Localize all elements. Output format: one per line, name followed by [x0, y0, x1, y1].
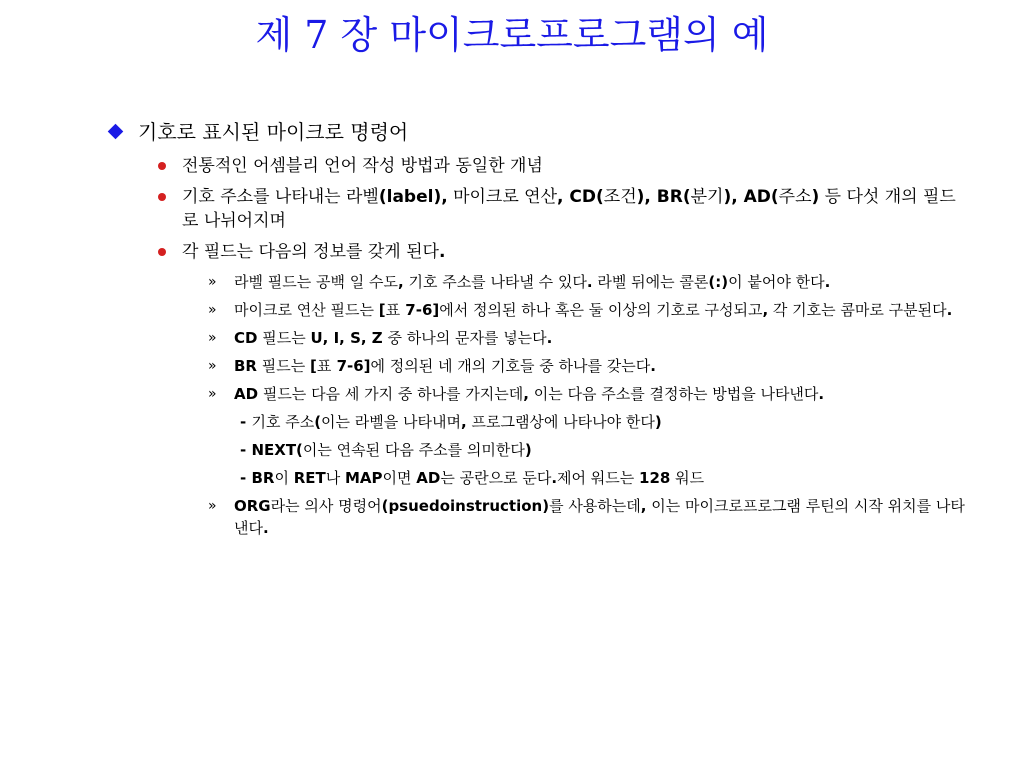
text-run: 이 붙어야 한다	[728, 273, 825, 291]
text-run: 이는 다음 주소를 결정하는 방법을 나타낸다	[528, 385, 819, 403]
text-run: ,	[523, 385, 529, 403]
text-run: 라벨 뒤에는 콜론	[592, 273, 709, 291]
slide-title: 제 7 장 마이크로프로그램의 예	[255, 13, 769, 57]
text-run: ORG	[234, 497, 271, 515]
text-run: BR	[234, 357, 257, 375]
text-run: 조건	[603, 187, 637, 207]
dot-bullet-icon	[158, 248, 166, 256]
text-run: 나	[325, 469, 345, 487]
text-run: U, I, S, Z	[310, 329, 383, 347]
bullet-item	[108, 439, 968, 461]
bullet-text	[240, 413, 662, 431]
text-run: 기호 주소	[251, 413, 315, 431]
text-run: .	[586, 273, 593, 291]
text-run: 를 사용하는데	[549, 497, 641, 515]
chevron-bullet-icon: »	[208, 330, 217, 346]
bullet-text	[182, 242, 445, 262]
text-run: ,	[397, 273, 404, 291]
text-run: 이는 라벨을 나타내며	[321, 413, 461, 431]
text-run: .	[438, 242, 446, 262]
text-run: , CD(	[557, 187, 604, 207]
text-run: 워드	[670, 469, 705, 487]
text-run: 표	[316, 357, 332, 375]
text-run: RET	[293, 469, 326, 487]
chevron-bullet-icon: »	[208, 498, 217, 514]
text-run: 마이크로 연산 필드는	[234, 301, 379, 319]
bullet-item	[108, 495, 968, 539]
text-run: - NEXT(	[240, 441, 303, 459]
text-run: .	[824, 273, 831, 291]
diamond-bullet-icon	[108, 124, 124, 140]
text-run: 이	[274, 469, 294, 487]
text-run: 는 공란으로 둔다	[440, 469, 552, 487]
text-run: )	[811, 187, 820, 207]
text-run: -	[240, 413, 252, 431]
text-run: 기호 주소를 나타낼 수 있다	[403, 273, 587, 291]
bullet-item	[108, 327, 968, 349]
text-run: 주소	[778, 187, 812, 207]
text-run: 중 하나의 문자를 넣는다	[382, 329, 547, 347]
text-run: 7-6]	[331, 357, 371, 375]
text-run: (label),	[378, 187, 448, 207]
text-run: 라벨 필드는 공백 일 수도	[234, 273, 398, 291]
bullet-text	[234, 301, 952, 319]
text-run: 프로그램상에 나타나야 한다	[466, 413, 655, 431]
bullet-text	[234, 357, 656, 375]
slide-body	[108, 118, 968, 545]
text-run: 전통적인 어셈블리 언어 작성 방법과 동일한 개념	[182, 156, 543, 176]
bullet-item	[108, 185, 968, 233]
dot-bullet-icon	[158, 193, 166, 201]
bullet-item	[108, 118, 968, 146]
text-run: 제어 워드는	[557, 469, 640, 487]
text-run: 라는 의사 명령어	[270, 497, 382, 515]
text-run: 이는 연속된 다음 주소를 의미한다	[302, 441, 525, 459]
text-run: AD	[234, 385, 259, 403]
bullet-text	[240, 469, 704, 487]
text-run: 각 필드는 다음의 정보를 갖게 된다	[182, 242, 439, 262]
bullet-text	[234, 273, 830, 291]
bullet-item	[108, 355, 968, 377]
text-run: 분기	[690, 187, 724, 207]
text-run: MAP	[345, 469, 383, 487]
bullet-item	[108, 240, 968, 264]
bullet-text	[234, 329, 552, 347]
text-run: 등 다섯 개의 필드로 나뉘어지며	[182, 187, 956, 231]
text-run: ), AD(	[723, 187, 779, 207]
text-run: .	[551, 469, 558, 487]
text-run: 이면	[382, 469, 417, 487]
bullet-text	[138, 120, 408, 144]
text-run: 128	[639, 469, 671, 487]
text-run: (psuedoinstruction)	[381, 497, 550, 515]
text-run: ,	[762, 301, 769, 319]
bullet-item	[108, 411, 968, 433]
text-run: 에서 정의된 하나 혹은 둘 이상의 기호로 구성되고	[439, 301, 763, 319]
bullet-text	[182, 187, 956, 231]
text-run: ,	[461, 413, 467, 431]
text-run: 마이크로 연산	[447, 187, 558, 207]
text-run: (:)	[708, 273, 729, 291]
text-run: 각 기호는 콤마로 구분된다	[768, 301, 947, 319]
text-run: 이는 마이크로프로그램 루틴의 시작 위치를 나타낸다	[234, 497, 965, 537]
bullet-item	[108, 467, 968, 489]
text-run: ,	[640, 497, 647, 515]
chevron-bullet-icon: »	[208, 302, 217, 318]
text-run: CD	[234, 329, 258, 347]
text-run: 기호로 표시된 마이크로 명령어	[138, 120, 409, 144]
bullet-item	[108, 383, 968, 405]
text-run: 7-6]	[400, 301, 440, 319]
text-run: 에 정의된 네 개의 기호들 중 하나를 갖는다	[370, 357, 651, 375]
text-run: 기호 주소를 나타내는 라벨	[182, 187, 379, 207]
text-run: .	[946, 301, 953, 319]
chevron-bullet-icon: »	[208, 386, 217, 402]
text-run: .	[262, 519, 269, 537]
text-run: .	[546, 329, 553, 347]
chevron-bullet-icon: »	[208, 358, 217, 374]
text-run: AD	[416, 469, 441, 487]
text-run: 필드는	[257, 329, 311, 347]
text-run: .	[650, 357, 656, 375]
text-run: (	[314, 413, 322, 431]
bullet-text	[234, 385, 824, 403]
text-run: .	[818, 385, 825, 403]
text-run: 필드는 다음 세 가지 중 하나를 가지는데	[258, 385, 524, 403]
bullet-item	[108, 154, 968, 178]
dot-bullet-icon	[158, 162, 166, 170]
bullet-item	[108, 299, 968, 321]
chevron-bullet-icon: »	[208, 274, 217, 290]
bullet-text	[182, 156, 543, 176]
text-run: ), BR(	[636, 187, 691, 207]
bullet-text	[234, 497, 965, 537]
text-run: 표	[385, 301, 401, 319]
text-run: [	[378, 301, 386, 319]
text-run: [	[310, 357, 317, 375]
text-run: - BR	[240, 469, 275, 487]
bullet-text	[240, 441, 532, 459]
text-run: )	[654, 413, 662, 431]
text-run: )	[524, 441, 532, 459]
text-run: 필드는	[256, 357, 310, 375]
bullet-item	[108, 271, 968, 293]
